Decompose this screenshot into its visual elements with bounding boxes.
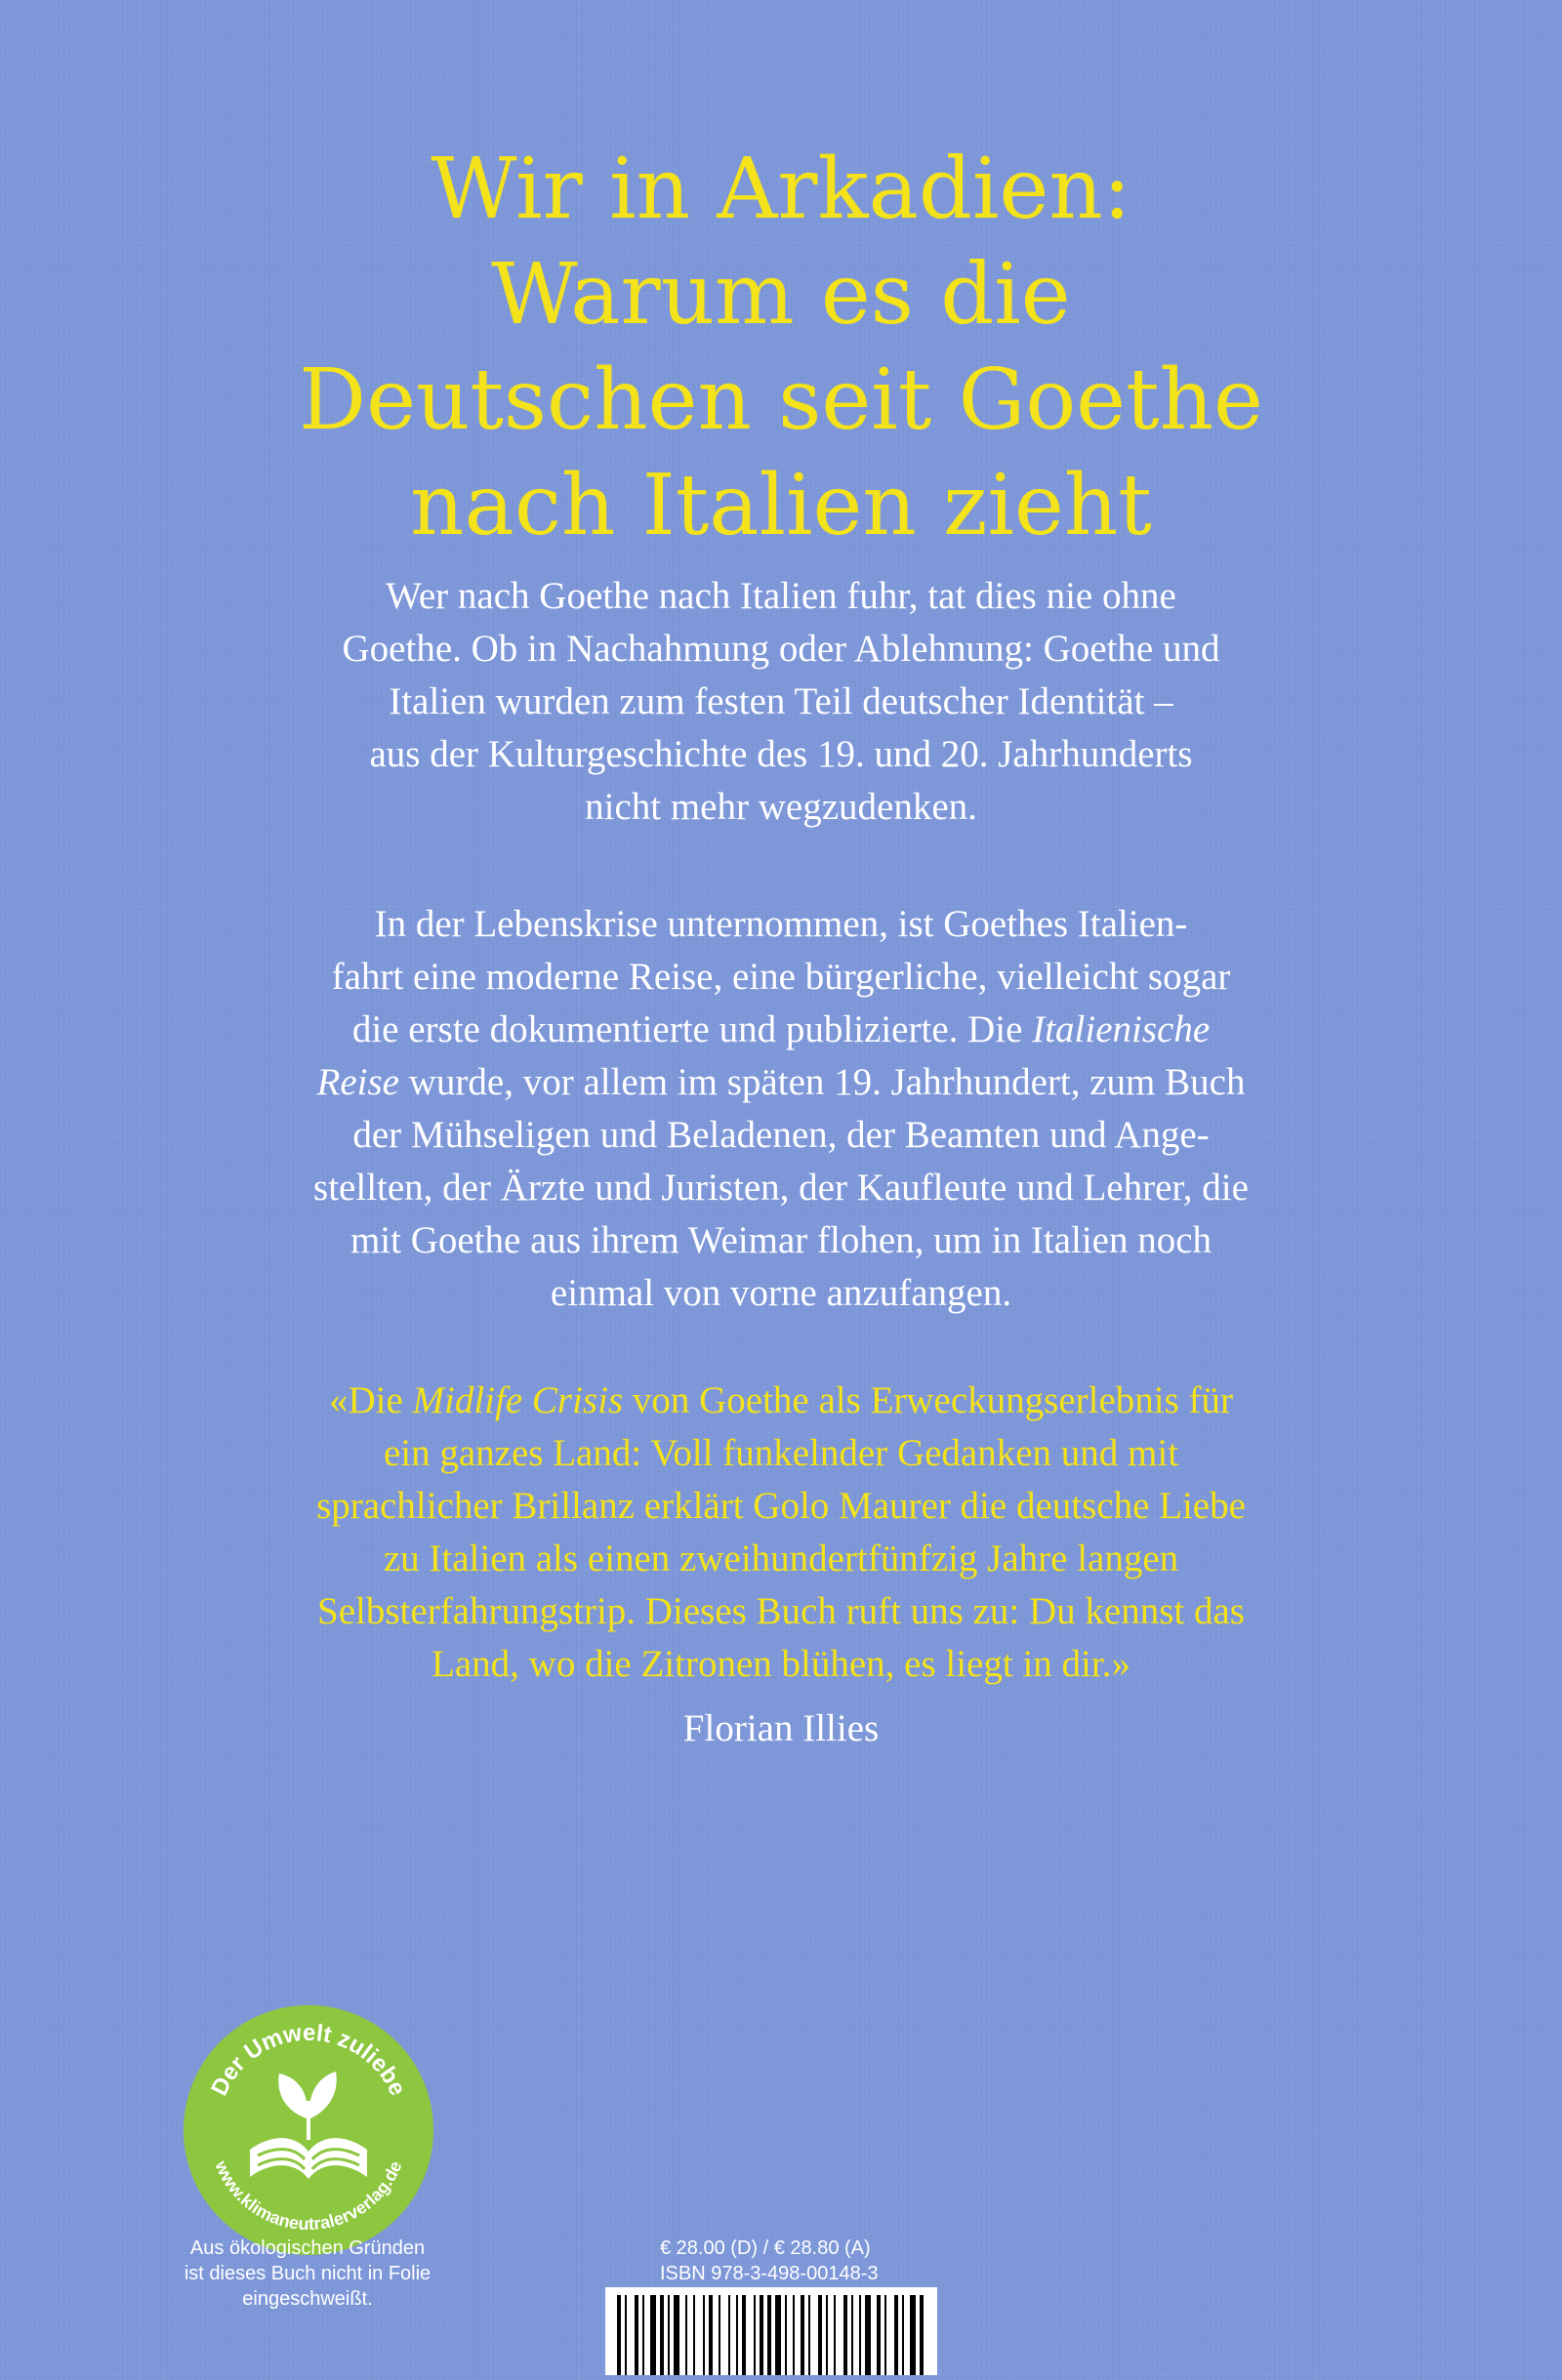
barcode-bar bbox=[754, 2295, 756, 2375]
title-line: Warum es die bbox=[491, 246, 1071, 344]
quote-italic: Midlife Crisis bbox=[412, 1379, 624, 1421]
barcode-bar bbox=[775, 2295, 781, 2375]
title-line: Deutschen seit Goethe bbox=[299, 351, 1263, 449]
text-line: einmal von vorne anzufangen. bbox=[550, 1272, 1012, 1314]
text-line: stellten, der Ärzte und Juristen, der Kaufleute und Lehrer, die bbox=[313, 1167, 1249, 1209]
barcode-bar bbox=[785, 2295, 787, 2375]
barcode-bar bbox=[877, 2295, 881, 2375]
barcode-bar bbox=[625, 2295, 627, 2375]
barcode-bar bbox=[650, 2295, 656, 2375]
barcode-bar bbox=[736, 2295, 738, 2375]
title-line: nach Italien zieht bbox=[410, 457, 1152, 554]
quote-line: Selbsterfahrungstrip. Dieses Buch ruft uns zu: Du kennst das bbox=[317, 1590, 1245, 1632]
badge-bottom-text: www.klimaneutralerverlag.de bbox=[211, 2157, 406, 2235]
barcode bbox=[605, 2287, 937, 2375]
barcode-bar bbox=[742, 2295, 746, 2375]
text-line bbox=[195, 1004, 1367, 1056]
badge-top-text: Der Umwelt zuliebe bbox=[206, 2019, 411, 2101]
text-segment: von Goethe als Erweckungserlebnis für bbox=[623, 1379, 1234, 1421]
barcode-bar bbox=[826, 2295, 828, 2375]
barcode-bar bbox=[818, 2295, 822, 2375]
barcode-bar bbox=[793, 2295, 795, 2375]
barcode-bar bbox=[859, 2295, 861, 2375]
blurb-paragraph-2 bbox=[195, 898, 1367, 1320]
quote-line: ein ganzes Land: Voll funkelnder Gedanken und mit bbox=[383, 1432, 1179, 1474]
barcode-bar bbox=[668, 2295, 670, 2375]
barcode-bar bbox=[703, 2295, 705, 2375]
quote-attribution: Florian Illies bbox=[682, 1707, 880, 1749]
isbn: ISBN 978-3-498-00148-3 bbox=[660, 2263, 879, 2284]
barcode-bar bbox=[635, 2295, 638, 2375]
barcode-bar bbox=[767, 2295, 771, 2375]
barcode-bar bbox=[660, 2295, 664, 2375]
barcode-bar bbox=[617, 2295, 621, 2375]
title-line: Wir in Arkadien: bbox=[431, 141, 1131, 238]
barcode-bar bbox=[728, 2295, 730, 2375]
barcode-bar bbox=[709, 2295, 713, 2375]
book-title-italic: Italienische bbox=[1032, 1008, 1211, 1050]
barcode-bar bbox=[902, 2295, 904, 2375]
book-title-italic: Reise bbox=[316, 1061, 399, 1103]
barcode-bar bbox=[674, 2295, 679, 2375]
barcode-bar bbox=[851, 2295, 853, 2375]
text-segment: «Die bbox=[328, 1379, 413, 1421]
barcode-bar bbox=[685, 2295, 687, 2375]
badge-graphic bbox=[182, 2003, 435, 2257]
barcode-bar bbox=[843, 2295, 847, 2375]
quote-line: Land, wo die Zitronen blühen, es liegt in dir.» bbox=[432, 1643, 1130, 1685]
barcode-bar bbox=[808, 2295, 810, 2375]
barcode-bar bbox=[693, 2295, 695, 2375]
quote-line: sprachlicher Brillanz erklärt Golo Maurer die deutsche Liebe bbox=[316, 1485, 1246, 1527]
note-line: Aus ökologischen Gründen bbox=[189, 2237, 426, 2259]
note-line: eingeschweißt. bbox=[242, 2288, 373, 2310]
text-line: mit Goethe aus ihrem Weimar flohen, um in Italien noch bbox=[349, 1219, 1213, 1261]
text-segment: die erste dokumentierte und publizierte. Die bbox=[351, 1008, 1033, 1050]
text-line: In der Lebenskrise unternommen, ist Goethes Italien- bbox=[374, 903, 1188, 945]
text-line: Wer nach Goethe nach Italien fuhr, tat dies nie ohne bbox=[386, 575, 1176, 617]
price: € 28.00 (D) / € 28.80 (A) bbox=[660, 2237, 871, 2259]
blurb-paragraph-1 bbox=[195, 570, 1367, 834]
text-line: aus der Kulturgeschichte des 19. und 20. Jahrhunderts bbox=[369, 733, 1193, 775]
barcode-bar bbox=[760, 2295, 763, 2375]
quote-line: zu Italien als einen zweihundertfünfzig Jahre langen bbox=[383, 1538, 1179, 1580]
barcode-bar bbox=[894, 2295, 898, 2375]
note-line: ist dieses Buch nicht in Folie bbox=[184, 2263, 432, 2284]
price-info bbox=[660, 2236, 878, 2286]
barcode-bars bbox=[605, 2287, 937, 2375]
barcode-bar bbox=[920, 2295, 924, 2375]
review-quote bbox=[195, 1375, 1367, 1691]
barcode-bar bbox=[719, 2295, 720, 2375]
barcode-bar bbox=[884, 2295, 886, 2375]
text-line: fahrt eine moderne Reise, eine bürgerliche, vielleicht sogar bbox=[331, 956, 1231, 998]
quote-line bbox=[195, 1375, 1367, 1427]
eco-note bbox=[146, 2236, 469, 2312]
text-line: Goethe. Ob in Nachahmung oder Ablehnung: Goethe und bbox=[342, 628, 1220, 670]
barcode-bar bbox=[910, 2295, 916, 2375]
barcode-bar bbox=[642, 2295, 644, 2375]
barcode-bar bbox=[834, 2295, 836, 2375]
text-line: nicht mehr wegzudenken. bbox=[585, 786, 977, 828]
text-line: Italien wurden zum festen Teil deutscher Identität – bbox=[389, 680, 1173, 722]
text-line bbox=[195, 1056, 1367, 1109]
climate-neutral-badge bbox=[182, 2003, 435, 2257]
text-segment: wurde, vor allem im späten 19. Jahrhundert, zum Buch bbox=[399, 1061, 1246, 1103]
text-line: der Mühseligen und Beladenen, der Beamten und Ange- bbox=[352, 1114, 1210, 1156]
barcode-bar bbox=[801, 2295, 804, 2375]
book-title bbox=[0, 137, 1562, 558]
barcode-bar bbox=[865, 2295, 871, 2375]
